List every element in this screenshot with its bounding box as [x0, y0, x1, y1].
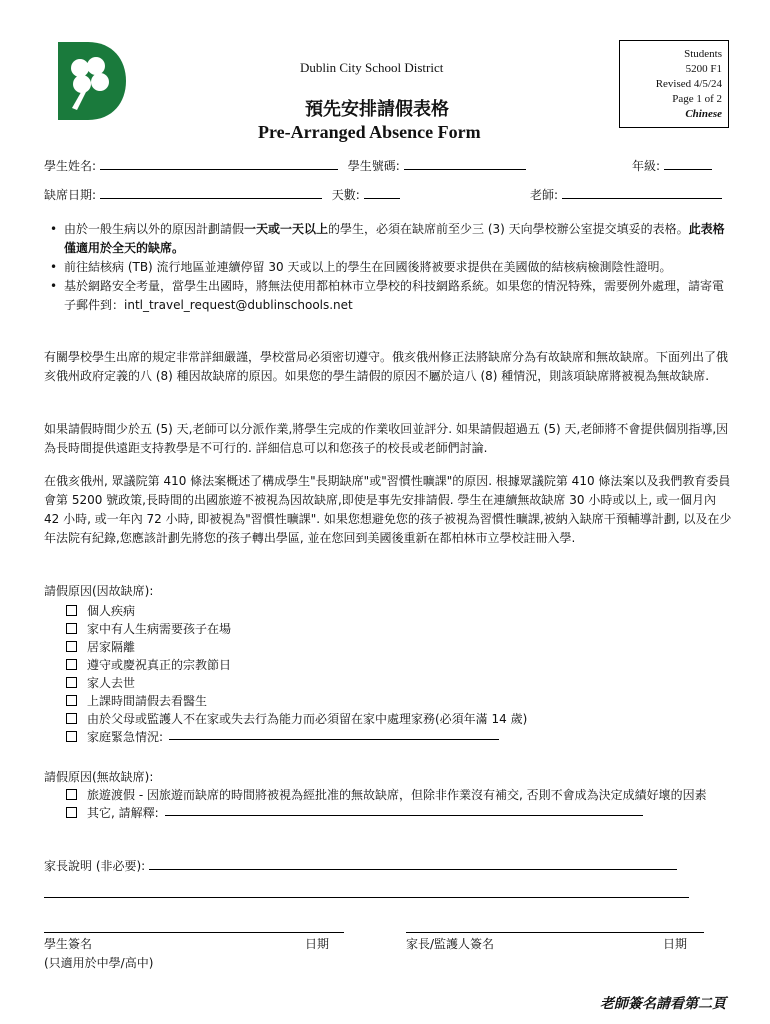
bullet-item: • 基於網路安全考量，當學生出國時，將無法使用都柏林市立學校的科技網路系統。如果您的情況特殊，需要例外處理，請寄電子郵件到：intl_travel_request@dublinschools.net — [44, 277, 734, 315]
grade-field — [632, 157, 712, 174]
grade-line[interactable] — [664, 158, 712, 170]
parent-signature-line[interactable] — [406, 932, 704, 933]
title-english: Pre-Arranged Absence Form — [258, 122, 481, 142]
checkbox[interactable] — [66, 641, 77, 652]
checkbox-item: 家中有人生病需要孩子在場 — [66, 620, 726, 638]
days-label: 天數: — [331, 188, 360, 202]
student-id-line[interactable] — [404, 158, 526, 170]
info-code: 5200 F1 — [685, 63, 722, 75]
absence-dates-line[interactable] — [100, 187, 322, 199]
parent-note-line[interactable] — [149, 858, 677, 870]
student-signature-line[interactable] — [44, 932, 344, 933]
unexcused-checklist — [66, 786, 722, 822]
checkbox[interactable] — [66, 605, 77, 616]
student-name-line[interactable] — [100, 158, 338, 170]
checkbox[interactable] — [66, 623, 77, 634]
student-id-label: 學生號碼: — [347, 159, 400, 173]
teacher-field — [530, 186, 722, 203]
checkbox-item: 遵守或慶祝真正的宗教節日 — [66, 656, 726, 674]
student-signature-note: (只適用於中學/高中) — [44, 956, 154, 970]
grade-label: 年級: — [632, 159, 661, 173]
student-signature-label: 學生簽名 — [44, 937, 93, 951]
checkbox[interactable] — [66, 677, 77, 688]
district-logo — [58, 42, 126, 120]
parent-note-label: 家長說明 (非必要): — [44, 859, 146, 873]
checkbox[interactable] — [66, 713, 77, 724]
district-name: Dublin City School District — [300, 60, 444, 75]
parent-date-label: 日期 — [663, 937, 688, 951]
parent-note-row — [44, 857, 677, 874]
info-language: Chinese — [685, 108, 722, 120]
policy-info-box — [619, 40, 729, 128]
checkbox[interactable] — [66, 695, 77, 706]
teacher-label: 老師: — [530, 188, 559, 202]
checkbox[interactable] — [66, 731, 77, 742]
checkbox-item: 居家隔離 — [66, 638, 726, 656]
student-date-label: 日期 — [305, 937, 330, 951]
field-row-1 — [44, 157, 526, 174]
checkbox-item: 由於父母或監護人不在家或失去行為能力而必須留在家中處理家務(必須年滿 14 歲) — [66, 710, 726, 728]
instruction-bullets — [44, 220, 734, 315]
student-name-label: 學生姓名: — [44, 159, 97, 173]
info-students: Students — [684, 48, 722, 60]
paragraph-truancy: 在俄亥俄州, 眾議院第 410 條法案概述了構成學生"長期缺席"或"習慣性曠課"的原因. 根據眾議院第 410 條法案以及我們教育委員會第 5200 號政策,長時間的出國旅遊不被視為因故缺席,即使是事先安排請假. 學生在連續無故缺席 30 小時或以上, 或一個月內 42 小時, 或一年內 72 小時, 即被視為"習慣性曠課". 如果您想避免您的孩子被視為習慣性曠課,被納入缺席干預輔導計劃, 以及在少年法院有紀錄,您應該計劃先將您的孩子轉出學區, 並在您回到美國後重新在都柏林市立學校註冊入學. — [44, 474, 732, 545]
parent-note-line-2[interactable] — [44, 897, 689, 898]
info-revised: Revised 4/5/24 — [655, 78, 722, 90]
emergency-line[interactable] — [169, 728, 499, 740]
checkbox-item: 家庭緊急情況: — [66, 728, 726, 746]
bullet-item: • 前往結核病 (TB) 流行地區並連續停留 30 天或以上的學生在回國後將被要求提供在美國做的結核病檢測陰性證明。 — [44, 258, 734, 277]
info-page: Page 1 of 2 — [672, 93, 722, 105]
footer-note: 老師簽名請看第二頁 — [600, 996, 726, 1012]
teacher-line[interactable] — [562, 187, 722, 199]
checkbox-item: 家人去世 — [66, 674, 726, 692]
unexcused-label: 請假原因(無故缺席): — [44, 770, 154, 784]
checkbox-item: 上課時間請假去看醫生 — [66, 692, 726, 710]
field-row-2 — [44, 186, 400, 203]
absence-dates-label: 缺席日期: — [44, 188, 97, 202]
checkbox[interactable] — [66, 659, 77, 670]
checkbox[interactable] — [66, 789, 77, 800]
excused-label: 請假原因(因故缺席): — [44, 584, 154, 598]
checkbox-item: 其它, 請解釋: — [66, 804, 722, 822]
checkbox[interactable] — [66, 807, 77, 818]
bullet-item: • 由於一般生病以外的原因計劃請假一天或一天以上的學生，必須在缺席前至少三 (3) 天向學校辦公室提交填妥的表格。此表格僅適用於全天的缺席。 — [44, 220, 734, 258]
title-chinese: 預先安排請假表格 — [305, 99, 449, 120]
parent-signature-label: 家長/監護人簽名 — [406, 937, 495, 951]
paragraph-homework: 如果請假時間少於五 (5) 天,老師可以分派作業,將學生完成的作業收回並評分. 如果請假超過五 (5) 天,老師將不會提供個別指導,因為長時間提供遠距支持教學是不可行的. 詳細信息可以和您孩子的校長或老師們討論. — [44, 422, 729, 455]
excused-checklist — [66, 602, 726, 746]
other-explain-line[interactable] — [165, 804, 643, 816]
checkbox-item: 個人疾病 — [66, 602, 726, 620]
days-line[interactable] — [364, 187, 400, 199]
paragraph-policy: 有關學校學生出席的規定非常詳細嚴謹，學校當局必須密切遵守。俄亥俄州修正法將缺席分為有故缺席和無故缺席。下面列出了俄亥俄州政府定義的八 (8) 種因故缺席的原因。如果您的學生請假的原因不屬於這八 (8) 種情況，則該項缺席將被視為無故缺席. — [44, 350, 729, 383]
checkbox-item: 旅遊渡假 - 因旅遊而缺席的時間將被視為經批准的無故缺席，但除非作業沒有補交, 否則不會成為決定成績好壞的因素 — [66, 786, 722, 804]
